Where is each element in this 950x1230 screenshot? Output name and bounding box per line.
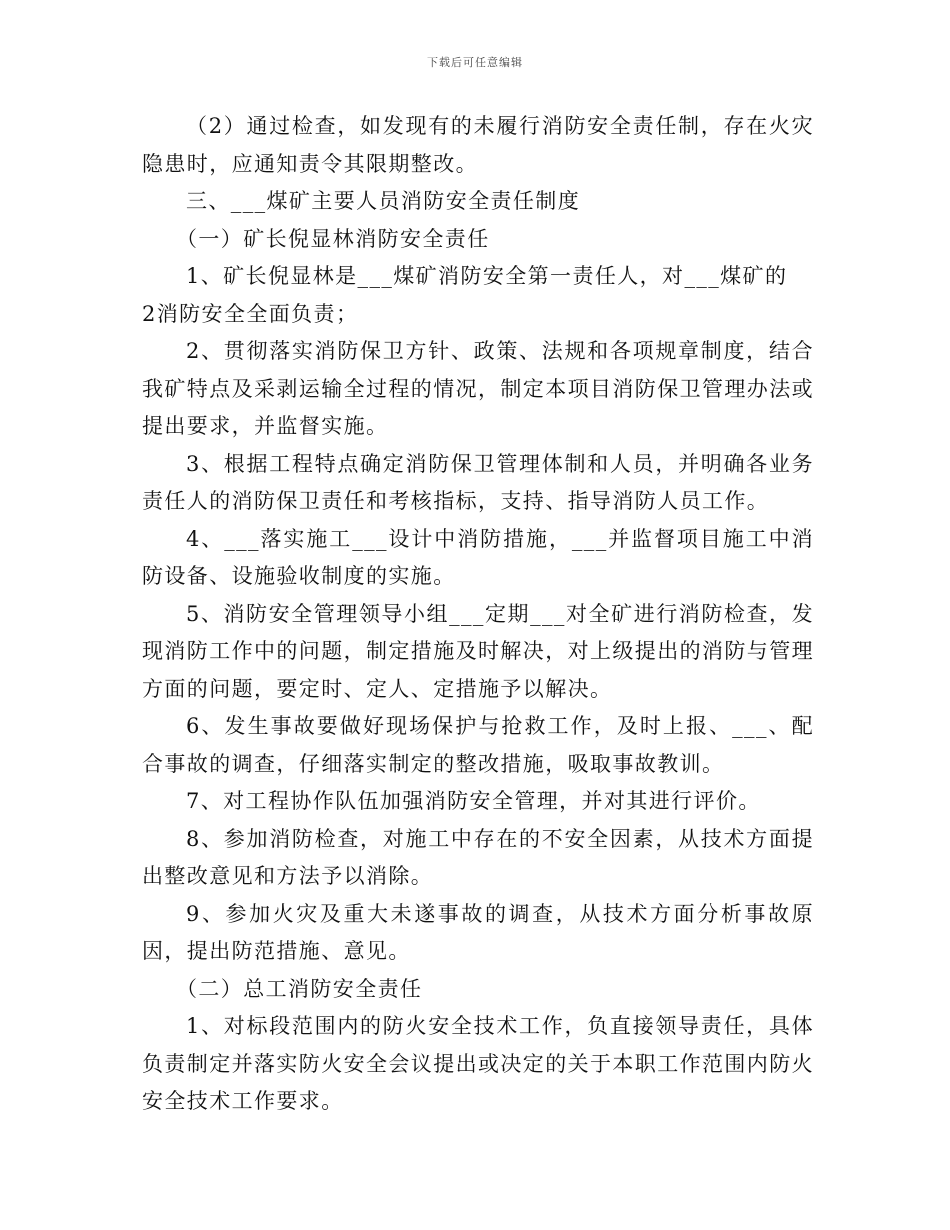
- list-item-4: 4、___落实施工___设计中消防措施，___并监督项目施工中消防设备、设施验收制度的实施。: [142, 526, 814, 588]
- list-item-2: 2、贯彻落实消防保卫方针、政策、法规和各项规章制度，结合我矿特点及采剥运输全过程的情况，制定本项目消防保卫管理办法或提出要求，并监督实施。: [142, 339, 814, 438]
- list-item-1-continued: 2消防安全全面负责；: [142, 301, 359, 326]
- subsection-heading-chief-engineer: （二）总工消防安全责任: [176, 976, 423, 1001]
- list-item-9: 9、参加火灾及重大未遂事故的调查，从技术方面分析事故原因，提出防范措施、意见。: [142, 901, 814, 963]
- page-header-note: 下载后可任意编辑: [427, 56, 523, 69]
- list-item-8: 8、参加消防检查，对施工中存在的不安全因素，从技术方面提出整改意见和方法予以消除。: [142, 826, 814, 888]
- subsection-heading-mine-director: （一）矿长倪显林消防安全责任: [176, 226, 490, 251]
- section-heading-3: 三、___煤矿主要人员消防安全责任制度: [186, 189, 581, 213]
- list-item-6: 6、发生事故要做好现场保护与抢救工作，及时上报、___、配合事故的调查，仔细落实制定的整改措施，吸取事故教训。: [142, 714, 814, 776]
- paragraph-inspection-rectification: （2）通过检查，如发现有的未履行消防安全责任制，存在火灾隐患时，应通知责令其限期整改。: [142, 114, 814, 176]
- list-item-3: 3、根据工程特点确定消防保卫管理体制和人员，并明确各业务责任人的消防保卫责任和考核指标，支持、指导消防人员工作。: [142, 451, 814, 513]
- list-item-1: 1、矿长倪显林是___煤矿消防安全第一责任人，对___煤矿的: [186, 264, 788, 288]
- document-body: [142, 108, 814, 1121]
- list-item-7: 7、对工程协作队伍加强消防安全管理，并对其进行评价。: [186, 789, 761, 813]
- list-item-5: 5、消防安全管理领导小组___定期___对全矿进行消防检查，发现消防工作中的问题，制定措施及时解决，对上级提出的消防与管理方面的问题，要定时、定人、定措施予以解决。: [142, 601, 814, 701]
- list-item-chief-engineer-1: 1、对标段范围内的防火安全技术工作，负直接领导责任，具体负责制定并落实防火安全会议提出或决定的关于本职工作范围内防火安全技术工作要求。: [142, 1014, 814, 1113]
